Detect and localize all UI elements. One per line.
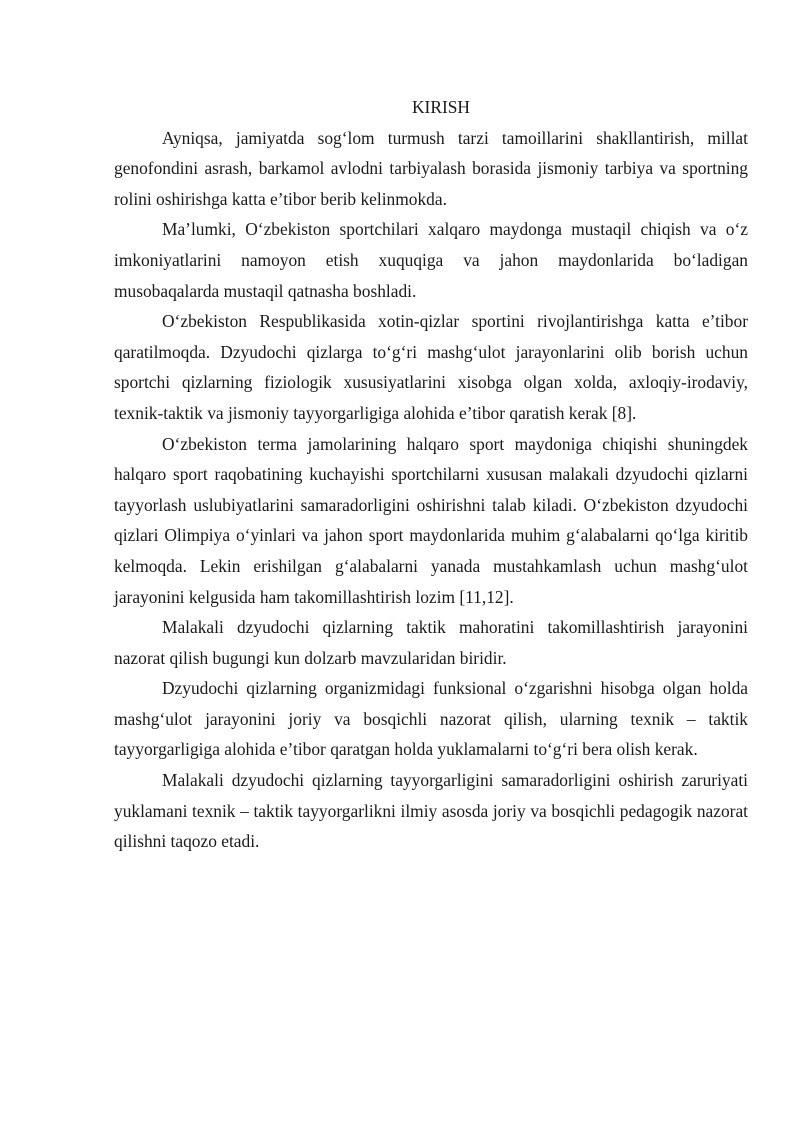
- paragraph-2: Ma’lumki, O‘zbekiston sportchilari xalqaro maydonga mustaqil chiqish va o‘z imkoniyatlarini namoyon etish xuquqiga va jahon maydonlarida bo‘ladigan musobaqalarda mustaqil qatnasha boshladi.: [114, 219, 748, 301]
- paragraph-1: Ayniqsa, jamiyatda sog‘lom turmush tarzi tamoillarini shakllantirish, millat genofondini asrash, barkamol avlodni tarbiyalash borasida jismoniy tarbiya va sportning rolini oshirishga katta e’tibor berib kelinmokda.: [114, 127, 748, 209]
- paragraph-3: O‘zbekiston Respublikasida xotin-qizlar sportini rivojlantirishga katta e’tibor qaratilmoqda. Dzyudochi qizlarga to‘g‘ri mashg‘ulot jarayonlarini olib borish uchun sportchi qizlarning fiziologik xususiyatlarini xisobga olgan xolda, axloqiy-irodaviy, texnik-taktik va jismoniy tayyorgarligiga alohida e’tibor qaratish kerak [8].: [114, 311, 748, 423]
- section-heading: KIRISH: [412, 97, 470, 117]
- paragraph-4: O‘zbekiston terma jamolarining halqaro sport maydoniga chiqishi shuningdek halqaro sport raqobatining kuchayishi sportchilarni xususan malakali dzyudochi qizlarni tayyorlash uslubiyatlarini samaradorligini oshirishni talab kiladi. O‘zbekiston dzyudochi qizlari Olimpiya o‘yinlari va jahon sport maydonlarida muhim g‘alabalarni qo‘lga kiritib kelmoqda. Lekin erishilgan g‘alabalarni yanada mustahkamlash uchun mashg‘ulot jarayonini kelgusida ham takomillashtirish lozim [11,12].: [114, 433, 748, 607]
- paragraph-6: Dzyudochi qizlarning organizmidagi funksional o‘zgarishni hisobga olgan holda mashg‘ulot jarayonini joriy va bosqichli nazorat qilish, ularning texnik – taktik tayyorgarligiga alohida e’tibor qaratgan holda yuklamalarni to‘g‘ri bera olish kerak.: [114, 678, 748, 760]
- paragraph-5: Malakali dzyudochi qizlarning taktik mahoratini takomillashtirish jarayonini nazorat qilish bugungi kun dolzarb mavzularidan biridir.: [114, 617, 748, 668]
- document-page: [114, 92, 748, 857]
- paragraph-7: Malakali dzyudochi qizlarning tayyorgarligini samaradorligini oshirish zaruriyati yuklamani texnik – taktik tayyorgarlikni ilmiy asosda joriy va bosqichli pedagogik nazorat qilishni taqozo etadi.: [114, 770, 748, 852]
